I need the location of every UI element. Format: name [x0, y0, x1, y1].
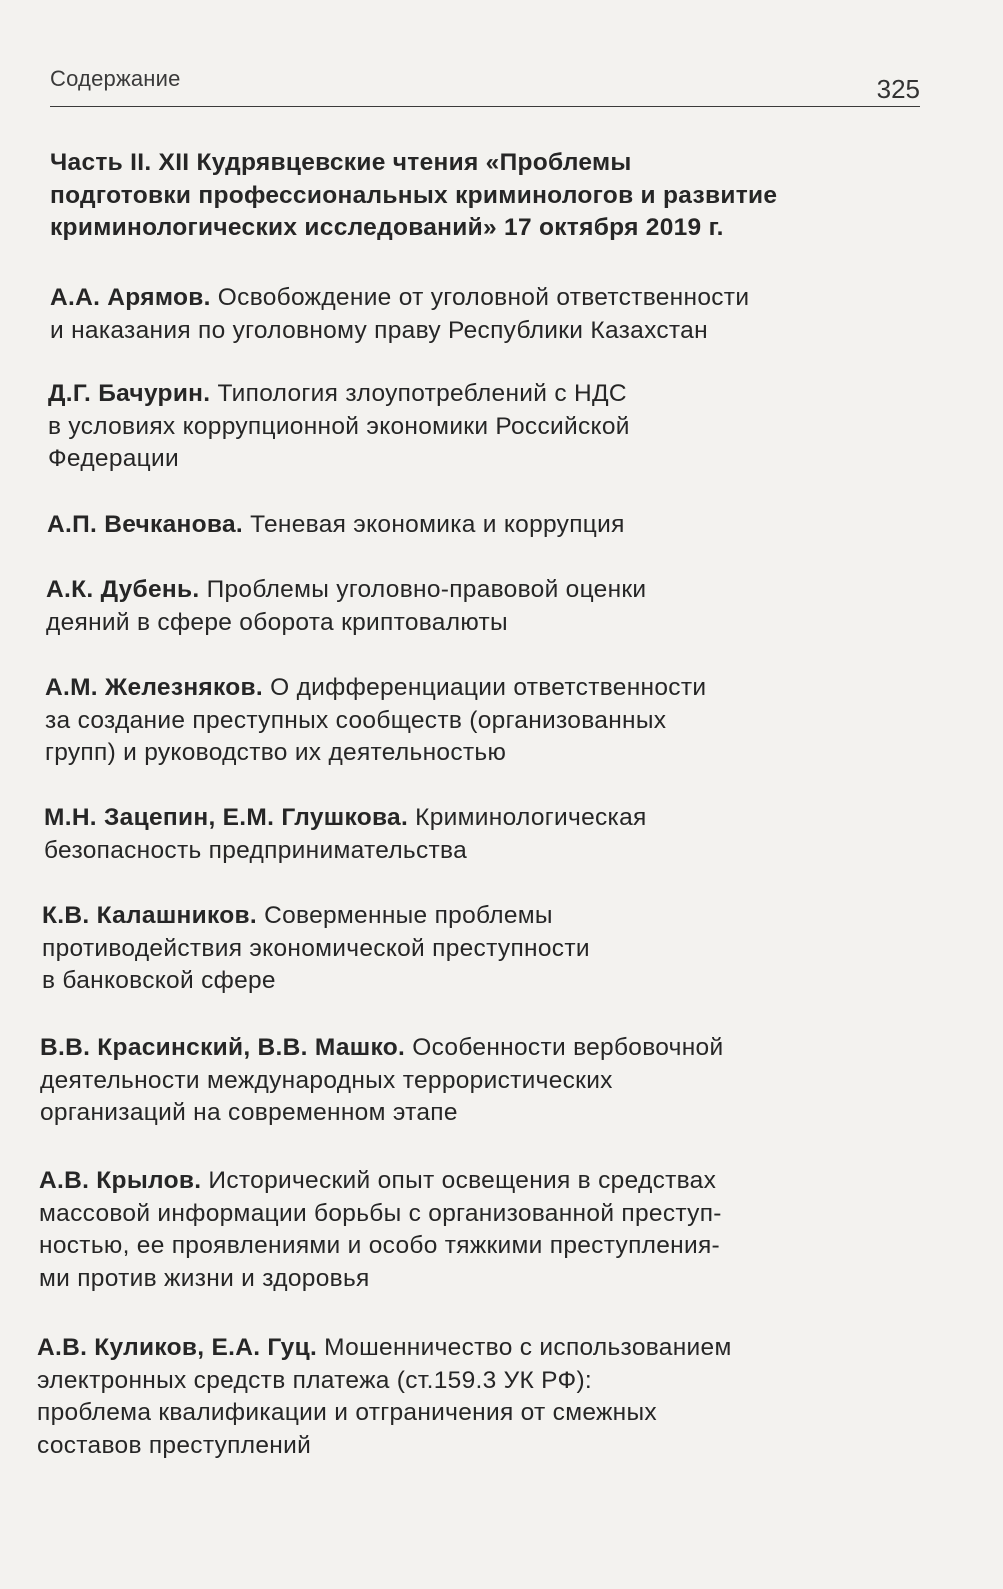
- entry-authors: М.Н. Зацепин, Е.М. Глушкова.: [44, 804, 409, 831]
- toc-entry: [44, 802, 910, 867]
- toc-entry-part-heading: [50, 147, 920, 245]
- entry-text: [50, 147, 920, 245]
- entry-authors: А.В. Куликов, Е.А. Гуц.: [37, 1334, 318, 1361]
- entry-title: Мошенничество с использованием: [317, 1334, 732, 1361]
- entry-line: групп) и руководство их деятельностью: [45, 739, 507, 766]
- entry-text: [44, 802, 910, 867]
- toc-entry: [48, 378, 914, 476]
- entry-text: [47, 509, 913, 542]
- entry-text: [45, 672, 911, 770]
- entry-authors: В.В. Красинский, В.В. Машко.: [40, 1034, 406, 1061]
- entry-text: [37, 1332, 903, 1462]
- running-header: [50, 62, 920, 107]
- toc-entry: [42, 900, 908, 998]
- entry-line: и наказания по уголовному праву Республики Казахстан: [50, 316, 708, 344]
- entry-line: массовой информации борьбы с организованной преступ-: [39, 1199, 722, 1227]
- entry-line: электронных средств платежа (ст.159.3 УК РФ):: [37, 1366, 593, 1394]
- entry-text: [42, 900, 908, 998]
- entry-title: Проблемы уголовно-правовой оценки: [199, 576, 647, 603]
- entry-line: [40, 1032, 906, 1065]
- entry-line: [39, 1165, 905, 1198]
- entry-title: Исторический опыт освещения в средствах: [201, 1167, 717, 1194]
- entry-title: Типология злоупотреблений с НДС: [210, 380, 627, 407]
- entry-authors: К.В. Калашников.: [42, 902, 257, 929]
- page-number: 325: [876, 74, 920, 104]
- toc-entry: [46, 574, 912, 639]
- entry-title: О дифференциации ответственности: [263, 674, 707, 701]
- entry-title: Теневая экономика и коррупция: [242, 511, 625, 538]
- entry-line: деятельности международных террористических: [40, 1066, 613, 1094]
- entry-line: [46, 574, 912, 607]
- entry-line: [42, 900, 908, 933]
- entry-line: за создание преступных сообществ (организованных: [45, 706, 667, 734]
- entry-line: ностью, ее проявлениями и особо тяжкими преступления-: [39, 1232, 721, 1259]
- entry-authors: А.А. Арямов.: [50, 284, 211, 311]
- entry-line: противодействия экономической преступности: [42, 934, 590, 962]
- entry-line: [44, 802, 910, 835]
- entry-line: [50, 282, 918, 315]
- entry-page-number: [37, 0, 127, 1466]
- entry-authors: А.В. Крылов.: [39, 1167, 202, 1194]
- entry-authors: А.П. Вечканова.: [47, 511, 243, 538]
- entry-authors: А.К. Дубень.: [46, 576, 200, 603]
- entry-line: проблема квалификации и отграничения от смежных: [37, 1399, 657, 1426]
- toc-entry: [47, 509, 913, 542]
- entry-line: в банковской сфере: [42, 967, 276, 994]
- entry-line: [47, 509, 913, 542]
- toc-entry: [45, 672, 911, 770]
- entry-line: подготовки профессиональных криминологов и развитие: [50, 181, 778, 209]
- entry-text: [46, 574, 912, 639]
- entry-line: организаций на современном этапе: [40, 1099, 458, 1126]
- entry-authors: Д.Г. Бачурин.: [48, 380, 211, 407]
- entry-text: [48, 378, 914, 476]
- entry-line: безопасность предпринимательства: [44, 836, 468, 864]
- entry-line: деяний в сфере оборота криптовалюты: [46, 608, 508, 636]
- entry-line: [45, 672, 911, 705]
- entry-line: ми против жизни и здоровья: [39, 1264, 370, 1292]
- entry-line: Федерации: [48, 445, 179, 472]
- entry-title: Освобождение от уголовной ответственности: [210, 284, 750, 311]
- entry-text: [40, 1032, 906, 1130]
- entry-title: Соверменные проблемы: [257, 902, 553, 929]
- toc-entry: [39, 1165, 905, 1295]
- entry-line: криминологических исследований» 17 октября 2019 г.: [50, 214, 724, 241]
- entry-line: Часть II. XII Кудрявцевские чтения «Проблемы: [50, 149, 632, 176]
- entry-line: [37, 1332, 903, 1365]
- entry-line: в условиях коррупционной экономики Российской: [48, 412, 630, 440]
- entry-text: [39, 1165, 905, 1295]
- entry-line: составов преступлений: [37, 1431, 312, 1459]
- entry-title: Криминологическая: [408, 804, 647, 831]
- entry-line: [48, 378, 914, 411]
- section-title: Содержание: [50, 66, 181, 91]
- entry-text: [50, 282, 918, 347]
- toc-entry: [37, 1332, 903, 1462]
- entry-authors: А.М. Железняков.: [45, 674, 264, 701]
- toc-entry: [50, 282, 918, 347]
- entry-title: Особенности вербовочной: [405, 1034, 724, 1061]
- toc-entry: [40, 1032, 906, 1130]
